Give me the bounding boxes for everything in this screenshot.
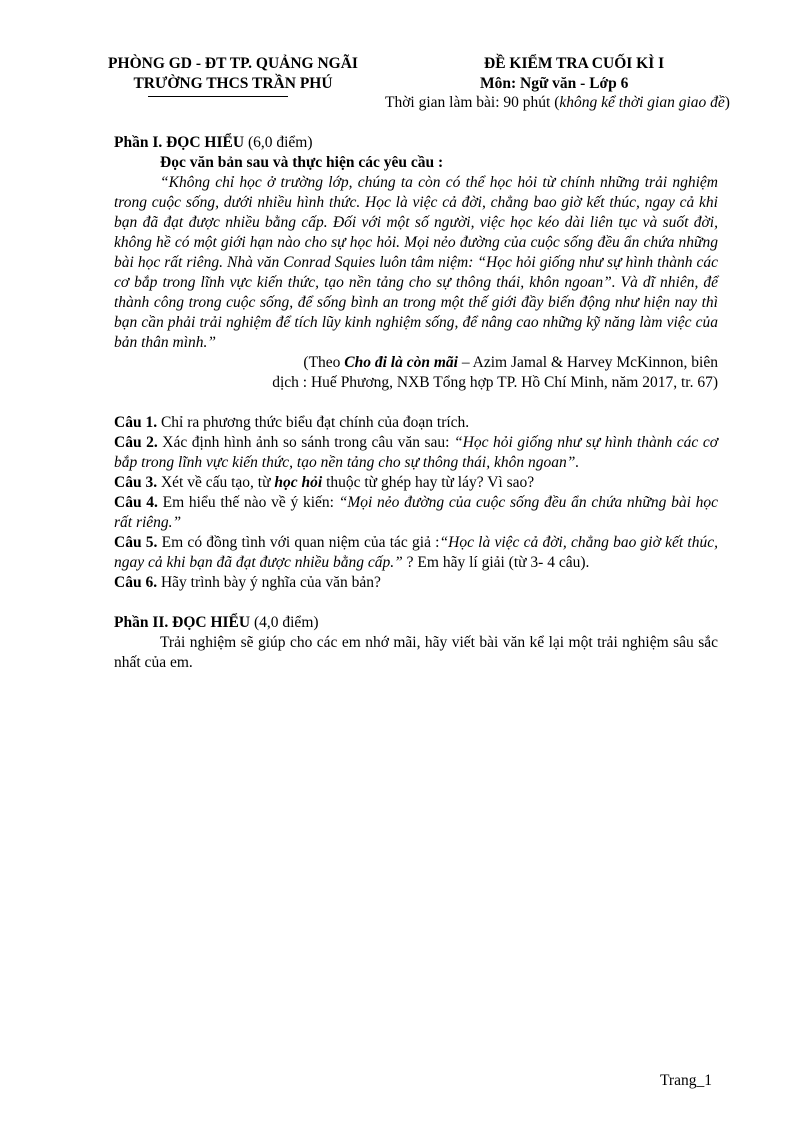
time-suffix: ) [724,94,730,111]
page-number: Trang_1 [660,1072,712,1089]
essay-prompt: Trải nghiệm sẽ giúp cho các em nhớ mãi, hãy viết bài văn kể lại một trải nghiệm sâu sắc nhất của em. [114,634,718,671]
source-authors: – Azim Jamal & Harvey McKinnon, biên [457,354,718,371]
time-note: không kể thời gian giao đề [559,94,725,111]
question-4-text: Em hiểu thế nào về ý kiến: [157,494,339,511]
exam-body [114,133,718,673]
header-left [88,54,378,94]
question-3-keyword: học hỏi [274,474,323,491]
question-1-text: Chỉ ra phương thức biểu đạt chính của đoạn trích. [157,414,470,431]
source-prefix: (Theo [303,354,345,371]
question-6 [114,573,718,593]
source-book-title: Cho đi là còn mãi [344,354,458,371]
question-5-label: Câu 5. [114,534,158,551]
time-line [385,93,785,113]
part1-points: (6,0 điểm) [244,134,313,151]
question-3-text-b: thuộc từ ghép hay từ láy? Vì sao? [322,474,535,491]
source-line-1 [114,353,718,373]
part1-label: Phần I. ĐỌC HIỂU [114,134,245,151]
question-3-label: Câu 3. [114,474,158,491]
question-5 [114,533,718,573]
question-5-text: Em có đồng tình với quan niệm của tác giả : [157,534,440,551]
part2-heading [114,613,718,633]
question-5-quote: “Học là việc cả đời, chẳng bao giờ kết thúc, ngay cả khi bạn đã đạt được nhiều bằng cấp.” [114,534,718,571]
subject-line: Môn: Ngữ văn - Lớp 6 [480,75,629,92]
department-name: PHÒNG GD - ĐT TP. QUẢNG NGÃI [108,55,358,72]
question-4 [114,493,718,533]
question-2-label: Câu 2. [114,434,158,451]
question-2-quote: “Học hỏi giống như sự hình thành các cơ bắp trong lĩnh vực kiến thức, tạo nền tảng cho sự thông thái, khôn ngoan”. [114,434,718,471]
question-1 [114,413,718,433]
exam-title: ĐỀ KIỂM TRA CUỐI KÌ I [484,55,665,72]
source-line-2: dịch : Huế Phương, NXB Tổng hợp TP. Hồ Chí Minh, năm 2017, tr. 67) [272,374,718,391]
question-5-tail: ? Em hãy lí giải (từ 3- 4 câu). [402,554,590,571]
question-3 [114,473,718,493]
question-4-quote: “Mọi nẻo đường của cuộc sống đều ẩn chứa những bài học rất riêng.” [114,494,719,531]
spacer [114,393,718,413]
question-6-text: Hãy trình bày ý nghĩa của văn bản? [157,574,381,591]
question-3-text-a: Xét về cấu tạo, từ [157,474,275,491]
header-underline [148,96,288,97]
question-2-text: Xác định hình ảnh so sánh trong câu văn sau: [157,434,455,451]
part1-heading [114,133,718,153]
question-1-label: Câu 1. [114,414,158,431]
part1-instruction: Đọc văn bản sau và thực hiện các yêu cầu : [160,154,444,171]
header-right [470,54,720,94]
reading-passage: “Không chỉ học ở trường lớp, chúng ta còn có thể học hỏi từ chính những trải nghiệm trong cuộc sống, dưới nhiều hình thức. Học là việc cả đời, chẳng bao giờ kết thúc, ngay cả khi bạn đã đạt được nhiều bằng cấp. Đối với một số người, việc học kéo dài liên tục và suốt đời, không hề có một giới hạn nào cho sự học hỏi. Mọi nẻo đường của cuộc sống đều ẩn chứa những bài học rất riêng. Nhà văn Conrad Squies luôn tâm niệm: “Học hỏi giống như sự hình thành các cơ bắp trong lĩnh vực kiến thức, tạo nền tảng cho sự thông thái, khôn ngoan”. Và dĩ nhiên, để thành công trong cuộc sống, để sống bình an trong một thế giới đầy biến động như hiện nay thì bạn cần phải trải nghiệm để tích lũy kinh nghiệm sống, để nâng cao những kỹ năng làm việc của bản thân mình.” [114,174,718,351]
part2-label: Phần II. ĐỌC HIỂU [114,614,251,631]
part2-points: (4,0 điểm) [250,614,319,631]
question-4-label: Câu 4. [114,494,158,511]
school-name: TRƯỜNG THCS TRẦN PHÚ [133,75,333,92]
spacer [114,593,718,613]
time-prefix: Thời gian làm bài: 90 phút ( [385,94,560,111]
question-2 [114,433,718,473]
question-6-label: Câu 6. [114,574,158,591]
